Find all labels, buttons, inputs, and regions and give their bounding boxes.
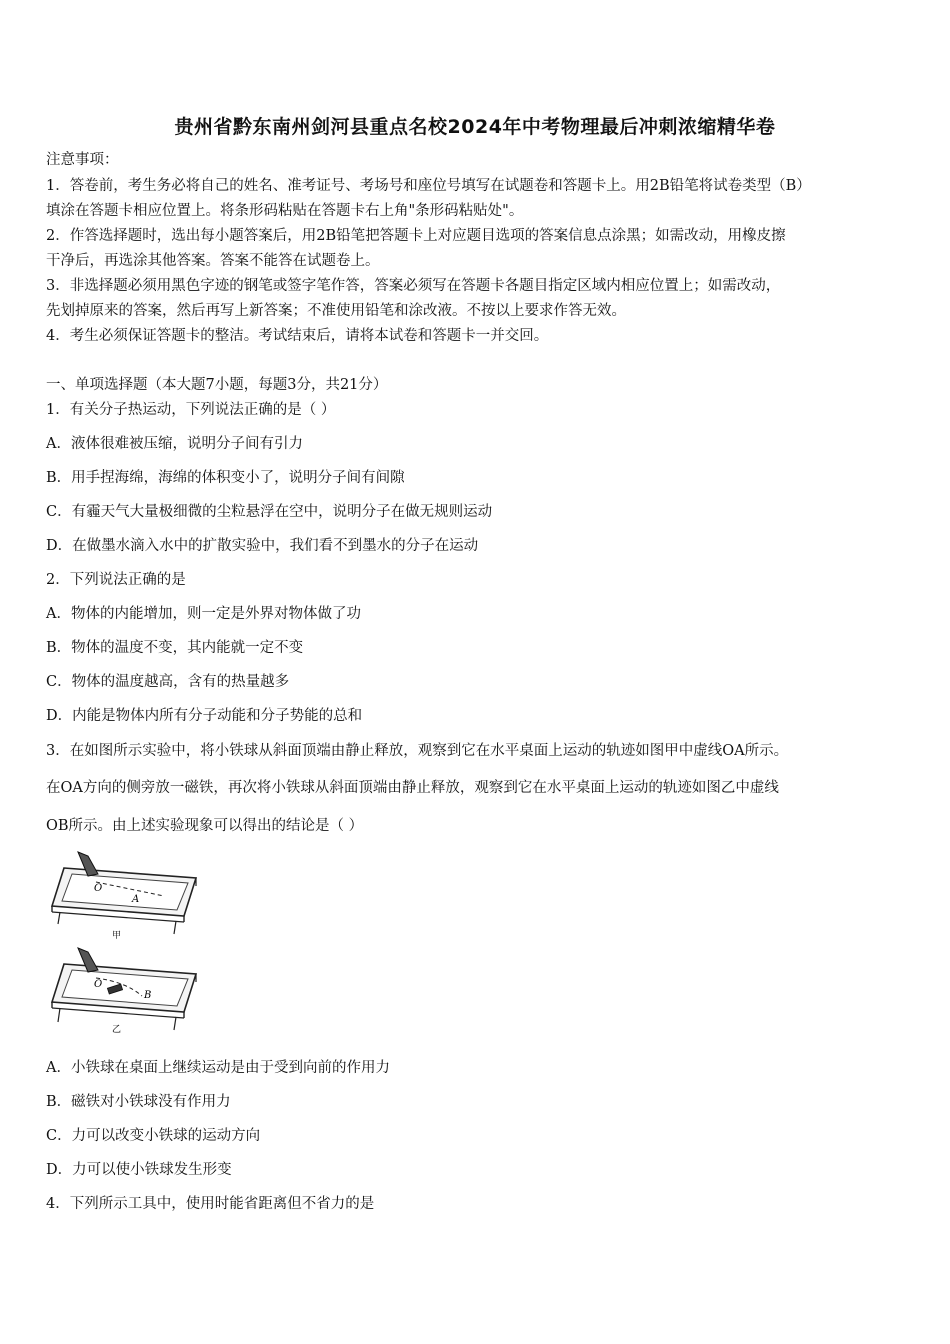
notice-line-3: 2．作答选择题时，选出每小题答案后，用2B铅笔把答题卡上对应题目选项的答案信息点涂黑；如需改动，用橡皮擦 xyxy=(46,228,786,244)
caption-yi: 乙 xyxy=(112,1025,122,1035)
label-b: B xyxy=(144,990,152,1001)
notice-line-7: 4．考生必须保证答题卡的整洁。考试结束后，请将本试卷和答题卡一并交回。 xyxy=(46,328,549,344)
figure-yi xyxy=(52,948,196,1035)
q3-stem-line-2: 在OA方向的侧旁放一磁铁，再次将小铁球从斜面顶端由静止释放，观察到它在水平桌面上运动的轨迹如图乙中虚线 xyxy=(46,780,779,796)
notice-line-1: 1．答卷前，考生务必将自己的姓名、准考证号、考场号和座位号填写在试题卷和答题卡上。用2B铅笔将试卷类型（B） xyxy=(46,178,811,194)
q1-stem: 1．有关分子热运动，下列说法正确的是（ ） xyxy=(46,402,336,418)
q1-option-b: B．用手捏海绵，海绵的体积变小了，说明分子间有间隙 xyxy=(46,470,405,486)
q2-stem: 2．下列说法正确的是 xyxy=(46,572,186,588)
q3-option-d: D．力可以使小铁球发生形变 xyxy=(46,1162,232,1178)
q1-option-c: C．有霾天气大量极细微的尘粒悬浮在空中，说明分子在做无规则运动 xyxy=(46,504,493,520)
q3-option-b: B．磁铁对小铁球没有作用力 xyxy=(46,1094,231,1110)
page-title: 贵州省黔东南州剑河县重点名校2024年中考物理最后冲刺浓缩精华卷 xyxy=(174,116,776,138)
notice-line-6: 先划掉原来的答案，然后再写上新答案；不准使用铅笔和涂改液。不按以上要求作答无效。 xyxy=(46,303,626,319)
caption-jia: 甲 xyxy=(112,931,122,941)
label-o-yi: O xyxy=(94,979,103,990)
q3-option-c: C．力可以改变小铁球的运动方向 xyxy=(46,1128,261,1144)
section-heading: 一、单项选择题（本大题7小题，每题3分，共21分） xyxy=(46,377,388,393)
q2-option-d: D．内能是物体内所有分子动能和分子势能的总和 xyxy=(46,708,363,724)
notice-heading: 注意事项： xyxy=(46,152,119,168)
notice-line-5: 3．非选择题必须用黑色字迹的钢笔或签字笔作答，答案必须写在答题卡各题目指定区域内相应位置上；如需改动， xyxy=(46,278,781,294)
q3-stem-line-1: 3．在如图所示实验中，将小铁球从斜面顶端由静止释放，观察到它在水平桌面上运动的轨迹如图甲中虚线OA所示。 xyxy=(46,743,789,759)
label-a: A xyxy=(132,894,140,905)
q3-stem-line-3: OB所示。由上述实验现象可以得出的结论是（ ） xyxy=(46,818,364,834)
experiment-figure xyxy=(46,846,206,1036)
q3-option-a: A．小铁球在桌面上继续运动是由于受到向前的作用力 xyxy=(46,1060,390,1076)
q4-stem: 4．下列所示工具中，使用时能省距离但不省力的是 xyxy=(46,1196,375,1212)
q1-option-d: D．在做墨水滴入水中的扩散实验中，我们看不到墨水的分子在运动 xyxy=(46,538,479,554)
notice-line-4: 干净后，再选涂其他答案。答案不能答在试题卷上。 xyxy=(46,253,380,269)
q2-option-b: B．物体的温度不变，其内能就一定不变 xyxy=(46,640,304,656)
label-o-jia: O xyxy=(94,883,103,894)
notice-line-2: 填涂在答题卡相应位置上。将条形码粘贴在答题卡右上角"条形码粘贴处"。 xyxy=(46,203,524,219)
q2-option-a: A．物体的内能增加，则一定是外界对物体做了功 xyxy=(46,606,361,622)
q2-option-c: C．物体的温度越高，含有的热量越多 xyxy=(46,674,290,690)
q1-option-a: A．液体很难被压缩，说明分子间有引力 xyxy=(46,436,303,452)
figure-jia xyxy=(52,852,196,941)
